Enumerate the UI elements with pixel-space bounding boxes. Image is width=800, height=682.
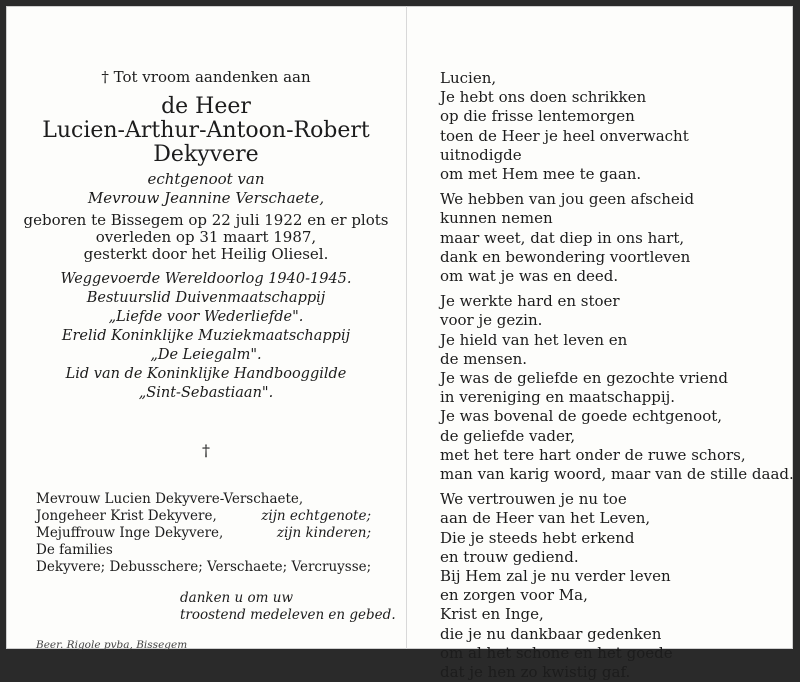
poem-line: toen de Heer je heel onverwacht: [440, 126, 689, 145]
poem-line: Je was bovenal de goede echtgenoot,: [440, 407, 723, 426]
poem-line: Je werkte hard en stoer: [440, 292, 620, 311]
poem-stanza: [440, 190, 794, 286]
honor-line: „Liefde voor Wederliefde".: [108, 309, 304, 325]
poem-stanza: [440, 490, 794, 682]
poem-line: man van karig woord, maar van de stille daad.: [440, 465, 794, 484]
poem-line: uitnodigde: [440, 145, 522, 164]
family-row: [36, 491, 371, 508]
family-relation: zijn kinderen;: [276, 525, 371, 541]
honor-line: Lid van de Koninklijke Handbooggilde: [65, 366, 347, 382]
poem-line: Je was de geliefde en gezochte vriend: [440, 369, 728, 388]
poem-line: maar weet, dat diep in ons hart,: [440, 228, 685, 247]
surname: Dekyvere: [153, 142, 259, 167]
poem-line: aan de Heer van het Leven,: [440, 509, 651, 528]
family-name: Mejuffrouw Inge Dekyvere,: [36, 525, 224, 541]
honors-list: [6, 270, 406, 403]
card-fold: [406, 6, 407, 649]
poem-line: Je hebt ons doen schrikken: [440, 88, 647, 107]
honor-line: Weggevoerde Wereldoorlog 1940-1945.: [60, 271, 352, 287]
cross-icon: †: [202, 441, 210, 460]
spouse-name: Mevrouw Jeannine Verschaete,: [87, 189, 325, 207]
poem: [440, 69, 794, 682]
poem-line: om met Hem mee te gaan.: [440, 165, 642, 184]
title-heer: de Heer: [161, 94, 251, 119]
poem-line: met het tere hart onder de ruwe schors,: [440, 445, 746, 464]
spouse-of-label: echtgenoot van: [147, 170, 265, 188]
poem-line: en trouw gediend.: [440, 547, 579, 566]
family-name: Jongeheer Krist Dekyvere,: [36, 508, 217, 524]
poem-line: Je hield van het leven en: [440, 330, 628, 349]
poem-line: de mensen.: [440, 349, 528, 368]
thanks-text: [180, 590, 396, 624]
poem-line: Bij Hem zal je nu verder leven: [440, 567, 671, 586]
poem-line: in vereniging en maatschappij.: [440, 388, 676, 407]
honor-line: Erelid Koninklijke Muziekmaatschappij: [61, 328, 351, 344]
poem-line: voor je gezin.: [440, 311, 543, 330]
poem-line: dank en bewondering voortleven: [440, 247, 691, 266]
poem-line: op die frisse lentemorgen: [440, 107, 635, 126]
honor-line: Bestuurslid Duivenmaatschappij: [86, 290, 326, 306]
poem-stanza: [440, 292, 794, 484]
birth-death-line: overleden op 31 maart 1987,: [95, 228, 317, 246]
thanks-line: troostend medeleven en gebed.: [180, 607, 396, 623]
poem-line: kunnen nemen: [440, 209, 553, 228]
poem-line: dat je hen zo kwistig gaf.: [440, 663, 631, 682]
family-name: Mevrouw Lucien Dekyvere-Verschaete,: [36, 491, 304, 507]
memorial-heading: † Tot vroom aandenken aan: [101, 68, 311, 86]
poem-line: Die je steeds hebt erkend: [440, 528, 635, 547]
honor-line: „De Leiegalm".: [150, 347, 262, 363]
printer-credit: Beer. Rigole pvba, Bissegem: [36, 639, 188, 651]
poem-line: Krist en Inge,: [440, 605, 544, 624]
poem-line: We hebben van jou geen afscheid: [440, 190, 695, 209]
right-panel: [408, 6, 794, 682]
poem-line: de geliefde vader,: [440, 426, 576, 445]
thanks-line: danken u om uw: [180, 590, 293, 606]
poem-line: die je nu dankbaar gedenken: [440, 624, 662, 643]
birth-death-line: gesterkt door het Heilig Oliesel.: [83, 245, 329, 263]
family-name: Dekyvere; Debusschere; Verschaete; Vercruysse;: [36, 559, 372, 575]
full-name: Lucien-Arthur-Antoon-Robert: [42, 118, 370, 143]
honor-line: „Sint-Sebastiaan".: [138, 385, 274, 401]
poem-line: Lucien,: [440, 69, 497, 87]
poem-line: om wat je was en deed.: [440, 267, 619, 286]
family-row: [36, 508, 371, 525]
family-row: [36, 542, 371, 559]
poem-line: We vertrouwen je nu toe: [440, 490, 627, 509]
family-row: [36, 559, 371, 576]
family-list: [36, 491, 371, 576]
left-panel: [6, 6, 406, 649]
poem-line: om al het schone en het goede: [440, 643, 673, 662]
family-name: De families: [36, 542, 113, 558]
memorial-card: [6, 6, 794, 682]
family-relation: zijn echtgenote;: [261, 508, 371, 524]
birth-death-info: [6, 212, 406, 263]
birth-death-line: geboren te Bissegem op 22 juli 1922 en er plots: [23, 211, 389, 229]
poem-stanza: [440, 69, 794, 184]
poem-line: en zorgen voor Ma,: [440, 586, 588, 605]
family-row: [36, 525, 371, 542]
